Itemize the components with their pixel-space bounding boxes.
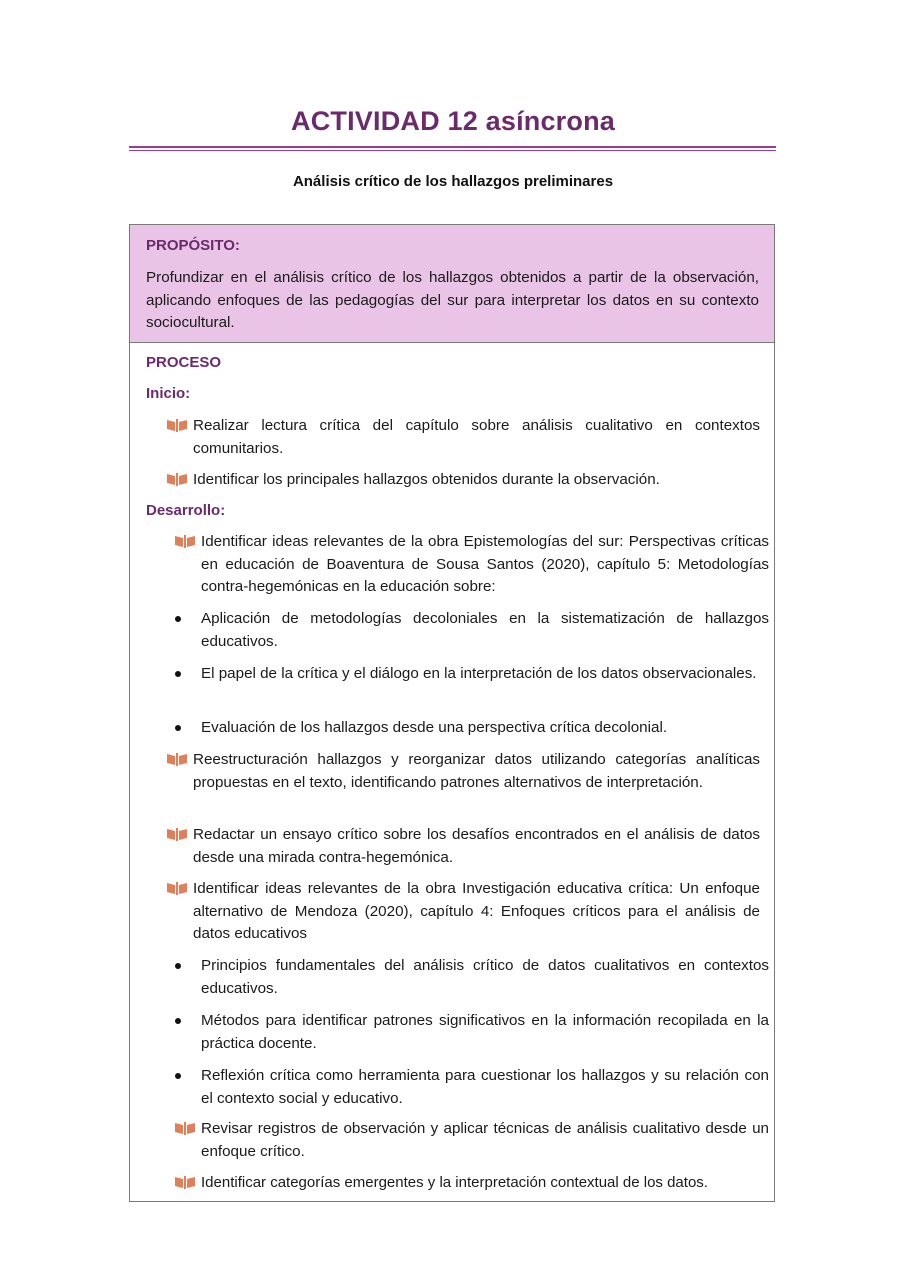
page-subtitle: Análisis crítico de los hallazgos preliminares bbox=[292, 173, 614, 190]
process-heading: PROCESO bbox=[146, 354, 222, 371]
list-item: Redactar un ensayo crítico sobre los desafíos encontrados en el análisis de datos desde una mirada contra-hegemónica. bbox=[193, 826, 760, 866]
desarrollo-heading: Desarrollo: bbox=[146, 502, 226, 519]
list-item: Principios fundamentales del análisis crítico de datos cualitativos en contextos educativos. bbox=[201, 957, 769, 997]
inicio-heading: Inicio: bbox=[146, 385, 191, 402]
list-item: Aplicación de metodologías decoloniales en la sistematización de hallazgos educativos. bbox=[201, 610, 769, 650]
list-item: Reestructuración hallazgos y reorganizar datos utilizando categorías analíticas propuestas en el texto, identificando patrones alternativos de interpretación. bbox=[193, 751, 760, 791]
purpose-section bbox=[130, 225, 774, 343]
bullet-dot bbox=[175, 1018, 181, 1024]
bullet-dot bbox=[175, 671, 181, 677]
open-book-icon bbox=[166, 472, 188, 486]
page-title: ACTIVIDAD 12 asíncrona bbox=[291, 106, 615, 136]
open-book-icon bbox=[166, 881, 188, 895]
list-item: Evaluación de los hallazgos desde una perspectiva crítica decolonial. bbox=[201, 719, 668, 736]
title-rule bbox=[129, 146, 776, 148]
list-item: Identificar ideas relevantes de la obra Investigación educativa crítica: Un enfoque alternativo de Mendoza (2020), capítulo 4: Enfoques críticos para el análisis de datos educativos bbox=[193, 880, 760, 942]
list-item: Revisar registros de observación y aplicar técnicas de análisis cualitativo desde un enfoque crítico. bbox=[201, 1120, 769, 1160]
list-item: Métodos para identificar patrones significativos en la información recopilada en la práctica docente. bbox=[201, 1012, 769, 1052]
bullet-dot bbox=[175, 616, 181, 622]
list-item: Reflexión crítica como herramienta para cuestionar los hallazgos y su relación con el contexto social y educativo. bbox=[201, 1067, 769, 1107]
bullet-dot bbox=[175, 963, 181, 969]
list-item: Identificar categorías emergentes y la interpretación contextual de los datos. bbox=[201, 1174, 708, 1191]
open-book-icon bbox=[174, 534, 196, 548]
open-book-icon bbox=[174, 1175, 196, 1189]
list-item: El papel de la crítica y el diálogo en la interpretación de los datos observacionales. bbox=[201, 665, 757, 682]
list-item: Identificar ideas relevantes de la obra Epistemologías del sur: Perspectivas críticas en educación de Boaventura de Sousa Santos (2020), capítulo 5: Metodologías contra-hegemónicas en la educación sobre: bbox=[201, 533, 769, 595]
bullet-dot bbox=[175, 725, 181, 731]
list-item: Identificar los principales hallazgos obtenidos durante la observación. bbox=[193, 471, 660, 488]
open-book-icon bbox=[166, 827, 188, 841]
bullet-dot bbox=[175, 1073, 181, 1079]
list-item: Realizar lectura crítica del capítulo sobre análisis cualitativo en contextos comunitarios. bbox=[193, 417, 760, 457]
activity-table bbox=[129, 224, 775, 1202]
title-rule-thin bbox=[129, 150, 776, 151]
purpose-heading: PROPÓSITO: bbox=[146, 237, 240, 254]
open-book-icon bbox=[166, 418, 188, 432]
open-book-icon bbox=[174, 1121, 196, 1135]
purpose-text: Profundizar en el análisis crítico de los hallazgos obtenidos a partir de la observación, aplicando enfoques de las pedagogías del sur para interpretar los datos en su contexto sociocultural. bbox=[146, 269, 759, 331]
open-book-icon bbox=[166, 752, 188, 766]
